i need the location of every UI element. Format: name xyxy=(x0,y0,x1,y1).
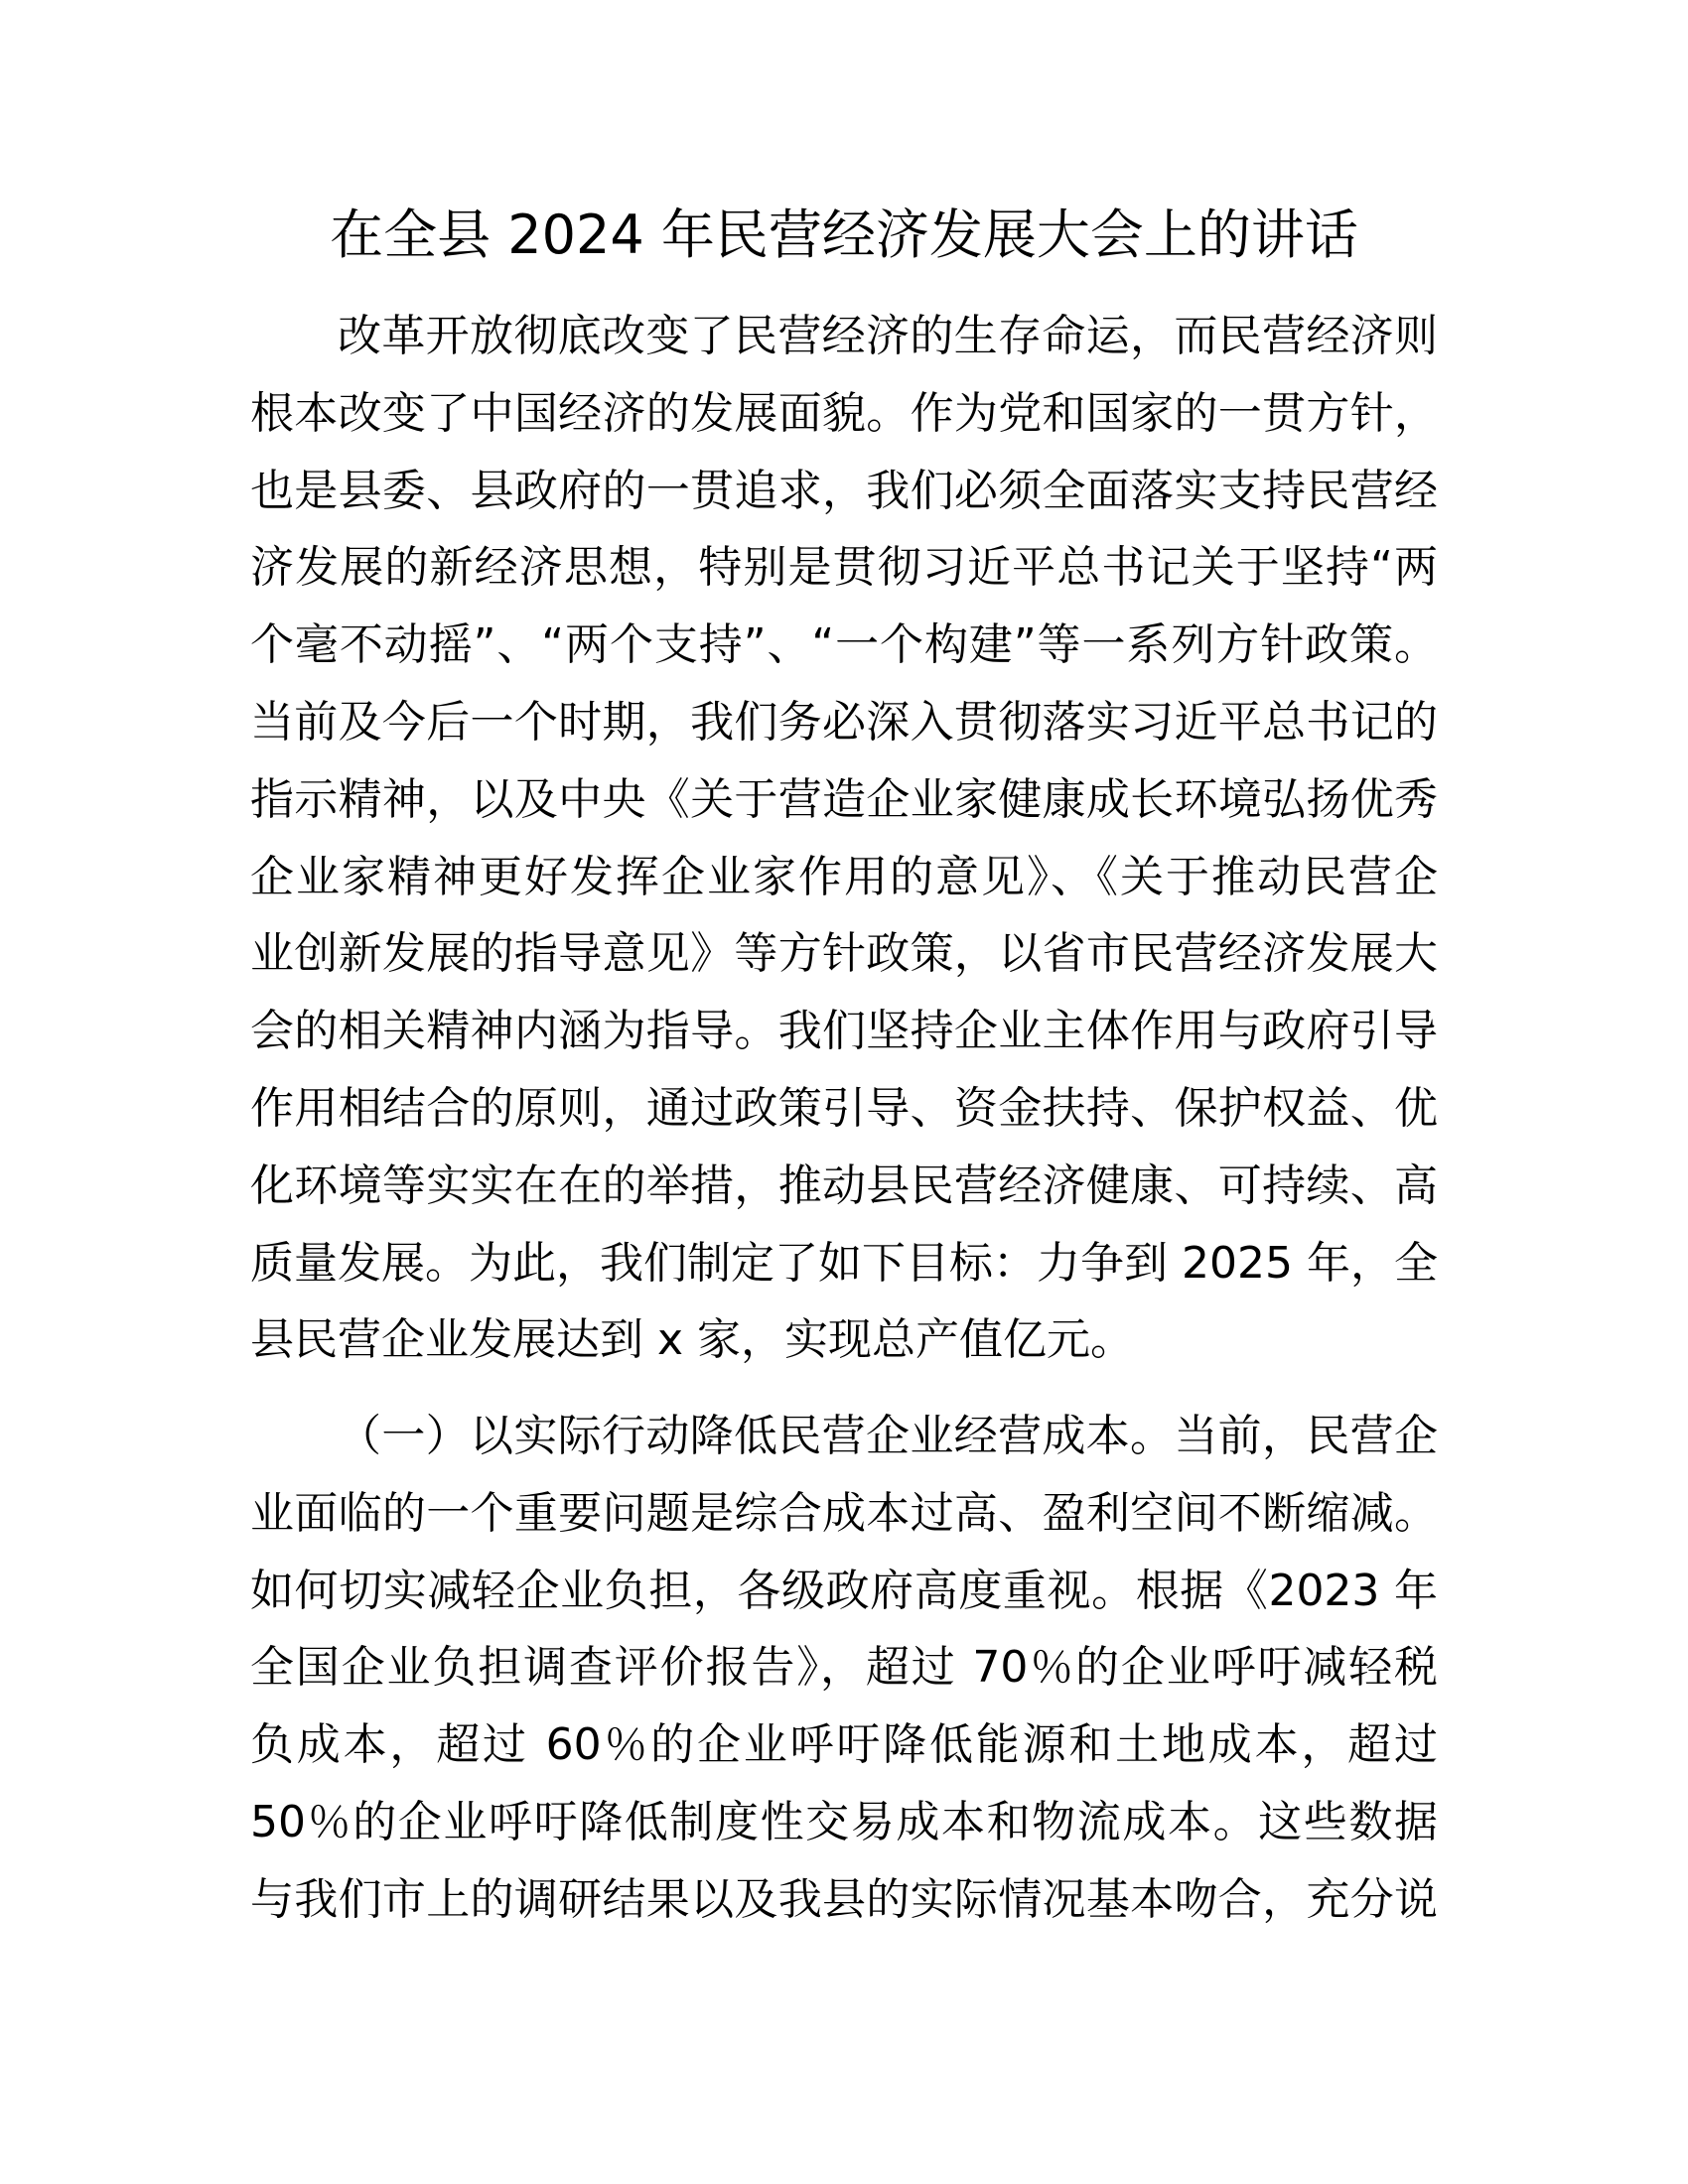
text-line: 与我们市上的调研结果以及我县的实际情况基本吻合，充分说 xyxy=(250,1873,1438,1925)
text-line: 质量发展。为此，我们制定了如下目标：力争到 2025 年，全 xyxy=(250,1237,1438,1289)
text-line: 个毫不动摇”、“两个支持”、“一个构建”等一系列方针政策。 xyxy=(250,619,1438,671)
text-line: 全国企业负担调查评价报告》，超过 70％的企业呼吁减轻税 xyxy=(250,1642,1438,1694)
paragraph-section-1 xyxy=(250,1398,1438,1939)
paragraph-intro xyxy=(250,298,1438,1379)
text-line: 化环境等实实在在的举措，推动县民营经济健康、可持续、高 xyxy=(250,1160,1438,1211)
text-line: 企业家精神更好发挥企业家作用的意见》、《关于推动民营企 xyxy=(250,851,1438,902)
text-line: 业面临的一个重要问题是综合成本过高、盈利空间不断缩减。 xyxy=(250,1487,1438,1539)
text-line: 50％的企业呼吁降低制度性交易成本和物流成本。这些数据 xyxy=(250,1796,1438,1847)
text-line: 如何切实减轻企业负担，各级政府高度重视。根据《2023 年 xyxy=(250,1565,1438,1616)
text-line: 当前及今后一个时期，我们务必深入贯彻落实习近平总书记的 xyxy=(250,696,1438,748)
text-line: 指示精神，以及中央《关于营造企业家健康成长环境弘扬优秀 xyxy=(250,773,1438,825)
text-line: 也是县委、县政府的一贯追求，我们必须全面落实支持民营经 xyxy=(250,465,1438,516)
text-line: 济发展的新经济思想，特别是贯彻习近平总书记关于坚持“两 xyxy=(250,542,1438,594)
text-line: 根本改变了中国经济的发展面貌。作为党和国家的一贯方针， xyxy=(250,387,1438,439)
text-line: 改革开放彻底改变了民营经济的生存命运，而民营经济则 xyxy=(338,311,1438,361)
text-line: 作用相结合的原则，通过政策引导、资金扶持、保护权益、优 xyxy=(250,1082,1438,1134)
section-heading-line: （一）以实际行动降低民营企业经营成本。当前，民营企 xyxy=(338,1411,1438,1461)
text-line: 县民营企业发展达到 x 家，实现总产值亿元。 xyxy=(250,1314,1135,1366)
text-line: 会的相关精神内涵为指导。我们坚持企业主体作用与政府引导 xyxy=(250,1006,1438,1057)
document-title: 在全县 2024 年民营经济发展大会上的讲话 xyxy=(330,204,1358,266)
text-line: 业创新发展的指导意见》等方针政策，以省市民营经济发展大 xyxy=(250,928,1438,980)
text-line: 负成本，超过 60％的企业呼吁降低能源和土地成本，超过 xyxy=(250,1719,1438,1771)
